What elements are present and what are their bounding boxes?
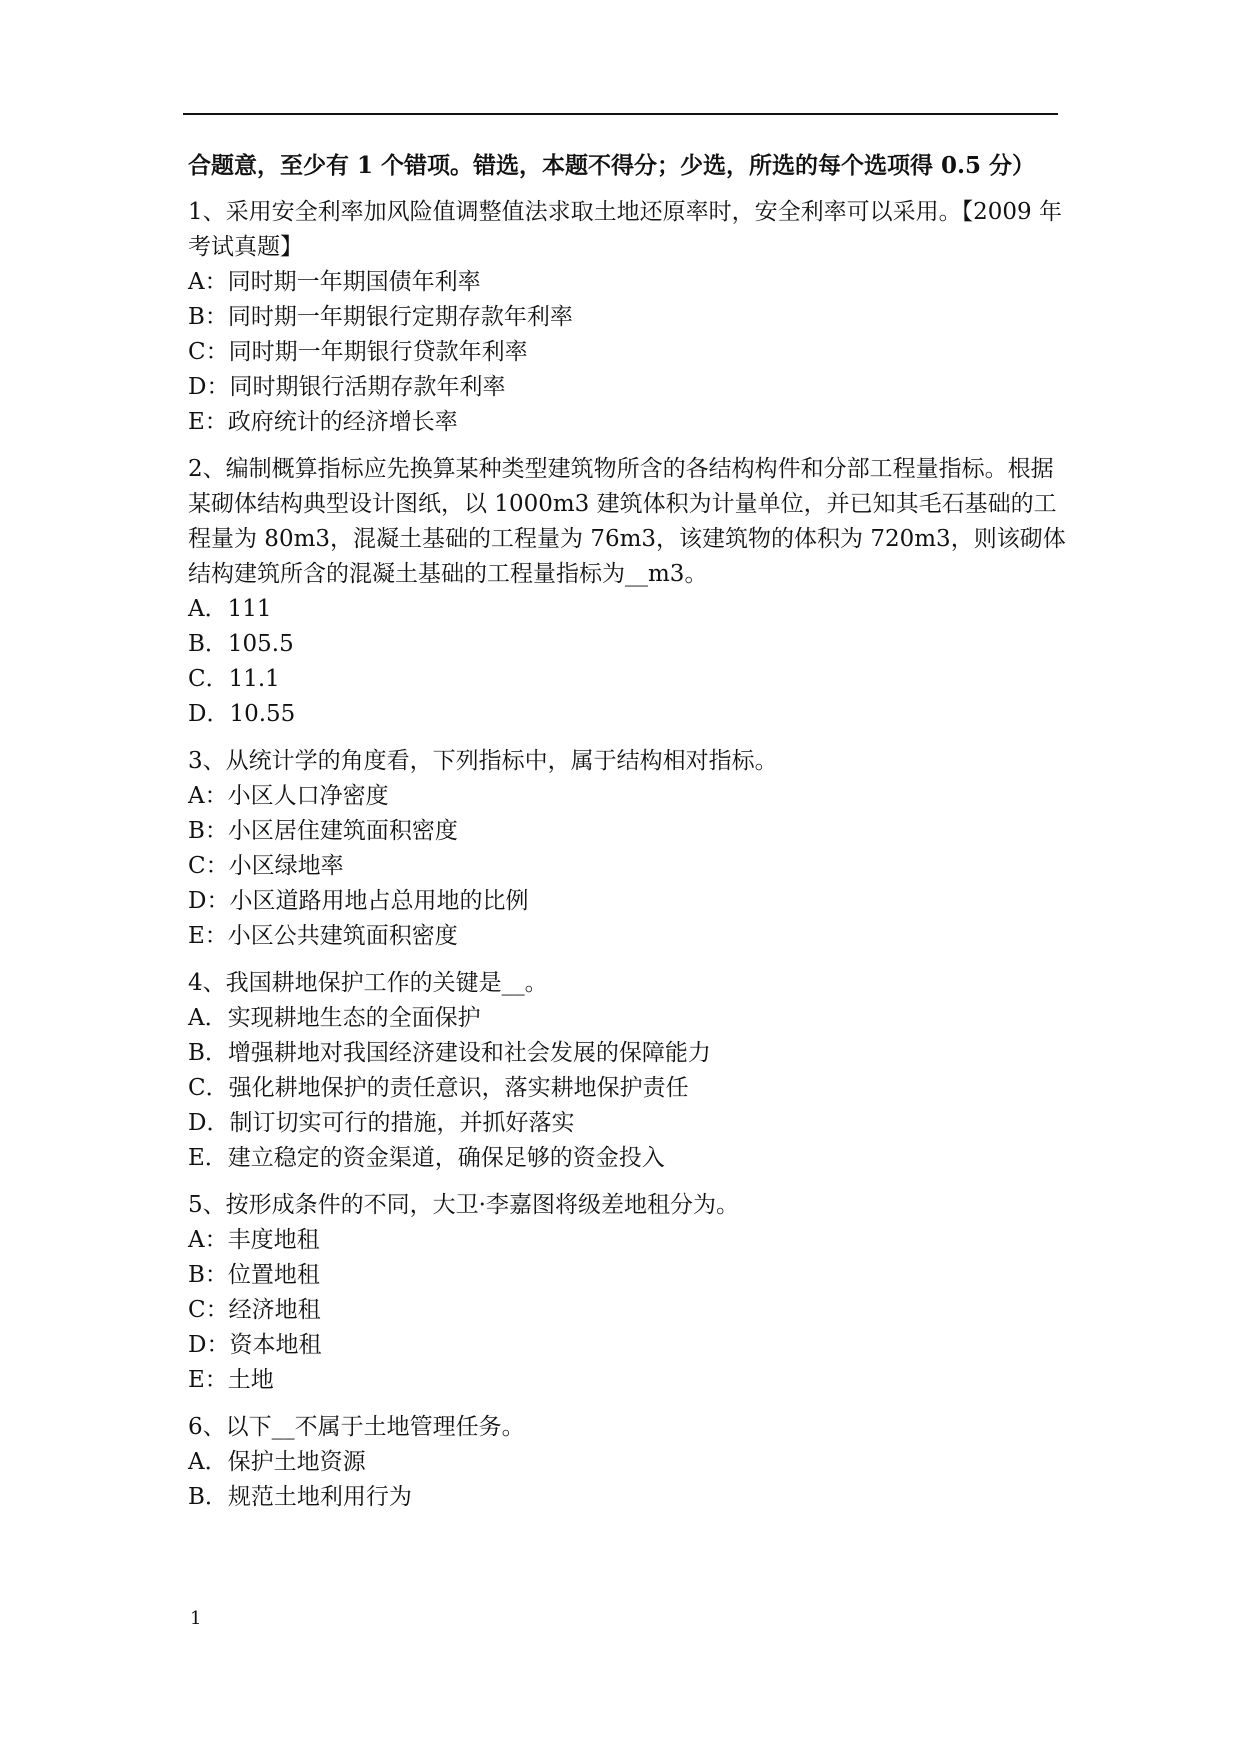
option-b: B：同时期一年期银行定期存款年利率 (188, 304, 573, 330)
option-b: B．105.5 (188, 631, 294, 657)
option-a: A．实现耕地生态的全面保护 (188, 1005, 481, 1031)
question-4 (188, 966, 1068, 1176)
section-instructions: 合题意，至少有 1 个错项。错选，本题不得分；少选，所选的每个选项得 0.5 分） (188, 152, 1036, 179)
option-e: E：政府统计的经济增长率 (188, 409, 458, 435)
question-6 (188, 1410, 1068, 1515)
option-d: D．10.55 (188, 701, 296, 727)
question-stem: 2、编制概算指标应先换算某种类型建筑物所含的各结构构件和分部工程量指标。根据某砌体结构典型设计图纸，以 1000m3 建筑体积为计量单位，并已知其毛石基础的工程量为 80m3，混凝土基础的工程量为 76m3，该建筑物的体积为 720m3，则该砌体结构建筑所含的混凝土基础的工程量指标为__m3。 (188, 456, 1066, 587)
option-d: D：同时期银行活期存款年利率 (188, 374, 506, 400)
option-c: C．强化耕地保护的责任意识，落实耕地保护责任 (188, 1075, 689, 1101)
question-stem: 6、以下__不属于土地管理任务。 (188, 1414, 525, 1440)
option-a: A：小区人口净密度 (188, 783, 389, 809)
option-e: E：土地 (188, 1367, 274, 1393)
option-d: D．制订切实可行的措施，并抓好落实 (188, 1110, 575, 1136)
option-c: C．11.1 (188, 666, 280, 692)
option-a: A：丰度地租 (188, 1227, 320, 1253)
question-1 (188, 195, 1068, 440)
option-b: B：位置地租 (188, 1262, 320, 1288)
option-a: A：同时期一年期国债年利率 (188, 269, 481, 295)
option-b: B：小区居住建筑面积密度 (188, 818, 458, 844)
question-stem: 3、从统计学的角度看，下列指标中，属于结构相对指标。 (188, 748, 778, 774)
question-2 (188, 452, 1068, 732)
option-d: D：资本地租 (188, 1332, 322, 1358)
option-e: E：小区公共建筑面积密度 (188, 923, 458, 949)
question-stem: 4、我国耕地保护工作的关键是__。 (188, 970, 548, 996)
option-c: C：同时期一年期银行贷款年利率 (188, 339, 528, 365)
option-b: B．增强耕地对我国经济建设和社会发展的保障能力 (188, 1040, 711, 1066)
option-e: E．建立稳定的资金渠道，确保足够的资金投入 (188, 1145, 665, 1171)
header-rule (183, 113, 1058, 115)
option-c: C：小区绿地率 (188, 853, 344, 879)
question-stem: 5、按形成条件的不同，大卫·李嘉图将级差地租分为。 (188, 1192, 739, 1218)
page-number: 1 (190, 1608, 202, 1629)
question-stem: 1、采用安全利率加风险值调整值法求取土地还原率时，安全利率可以采用。【2009 年考试真题】 (188, 199, 1062, 260)
question-5 (188, 1188, 1068, 1398)
option-a: A．111 (188, 596, 272, 622)
option-c: C：经济地租 (188, 1297, 321, 1323)
option-a: A．保护土地资源 (188, 1449, 366, 1475)
question-3 (188, 744, 1068, 954)
document-body (188, 148, 1068, 1527)
option-b: B．规范土地利用行为 (188, 1484, 412, 1510)
option-d: D：小区道路用地占总用地的比例 (188, 888, 529, 914)
